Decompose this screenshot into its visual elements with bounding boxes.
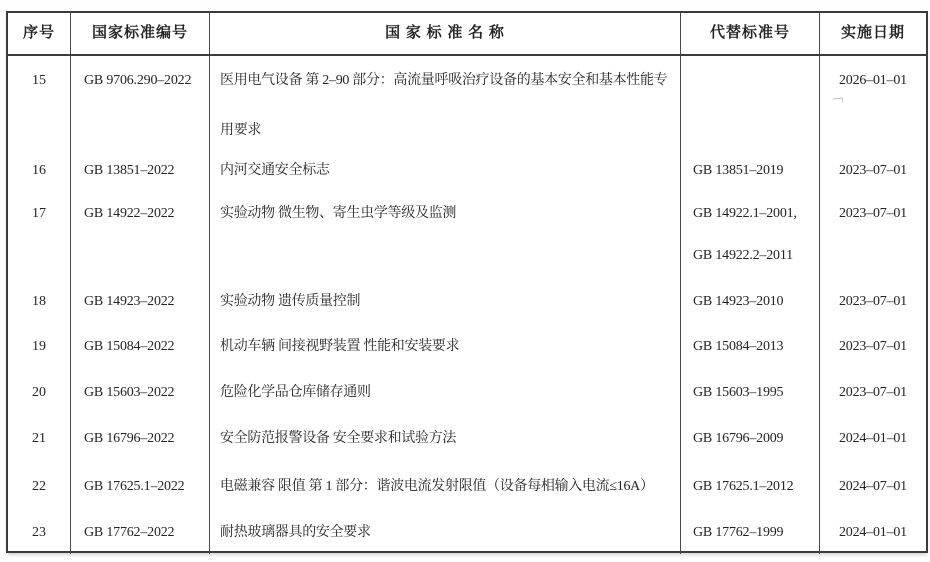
- standard-code: GB 14922–2022: [84, 206, 175, 221]
- implementation-date-cell: [819, 324, 926, 370]
- standards-table: [6, 11, 928, 553]
- replaced-standard-line: GB 16796–2009: [693, 431, 784, 446]
- replaced-standard-line: GB 15603–1995: [693, 385, 784, 400]
- serial-number: 18: [32, 294, 46, 309]
- replaced-standard-cell: [680, 56, 819, 148]
- standard-name-line: 实验动物 遗传质量控制: [220, 294, 361, 309]
- implementation-date: 2024–01–01: [838, 431, 907, 446]
- serial-number-cell: [8, 56, 70, 148]
- implementation-date: 2023–07–01: [838, 294, 907, 309]
- implementation-date: 2026–01–01: [838, 73, 907, 88]
- standard-code: GB 15084–2022: [84, 339, 175, 354]
- serial-number: 21: [32, 431, 46, 446]
- table-row: [8, 148, 926, 193]
- replaced-standard-line: GB 13851–2019: [693, 163, 784, 178]
- table-row: [8, 416, 926, 464]
- standard-name-cell: [209, 510, 680, 554]
- standard-name-cell: [209, 370, 680, 416]
- standard-name-cell: [209, 148, 680, 193]
- replaced-standard-line: GB 14922.1–2001,: [693, 206, 797, 221]
- serial-number: 20: [32, 385, 46, 400]
- standard-name-line: 安全防范报警设备 安全要求和试验方法: [220, 431, 457, 446]
- replaced-standard-line: GB 14923–2010: [693, 294, 784, 309]
- serial-number-cell: [8, 370, 70, 416]
- implementation-date: 2023–07–01: [838, 163, 907, 178]
- serial-number-cell: [8, 510, 70, 554]
- standard-code: GB 14923–2022: [84, 294, 175, 309]
- table-row: [8, 464, 926, 510]
- serial-number-cell: [8, 464, 70, 510]
- implementation-date-cell: [819, 193, 926, 279]
- serial-number: 15: [32, 73, 46, 88]
- table-row: [8, 193, 926, 279]
- implementation-date: 2023–07–01: [838, 206, 907, 221]
- standard-name-line: 实验动物 微生物、寄生虫学等级及监测: [220, 206, 457, 221]
- replaced-standard-cell: [680, 148, 819, 193]
- standard-code: GB 16796–2022: [84, 431, 175, 446]
- standard-code: GB 9706.290–2022: [84, 73, 192, 88]
- standard-code-cell: [70, 416, 209, 464]
- table-body: [8, 56, 926, 554]
- implementation-date-cell: [819, 416, 926, 464]
- serial-number: 17: [32, 206, 46, 221]
- standard-name-line: 电磁兼容 限值 第 1 部分：谐波电流发射限值（设备每相输入电流≤16A）: [220, 479, 654, 494]
- replaced-standard-cell: [680, 370, 819, 416]
- table-row: [8, 279, 926, 324]
- implementation-date-cell: [819, 464, 926, 510]
- serial-number: 22: [32, 479, 46, 494]
- serial-number-cell: [8, 193, 70, 279]
- standard-code-cell: [70, 279, 209, 324]
- standard-name-line: 内河交通安全标志: [220, 163, 330, 178]
- scan-artifact-mark: [833, 97, 843, 103]
- implementation-date-cell: [819, 148, 926, 193]
- implementation-date-cell: [819, 370, 926, 416]
- standard-name-cell: [209, 56, 680, 148]
- table-header-row: [8, 13, 926, 56]
- standard-code-cell: [70, 324, 209, 370]
- standard-code: GB 17625.1–2022: [84, 479, 185, 494]
- standard-code-cell: [70, 193, 209, 279]
- standard-code: GB 15603–2022: [84, 385, 175, 400]
- table-row: [8, 510, 926, 554]
- replaced-standard-cell: [680, 279, 819, 324]
- standard-name-line: 危险化学品仓库储存通则: [220, 385, 371, 400]
- header-replaced-standard: 代替标准号: [680, 13, 819, 54]
- replaced-standard-cell: [680, 324, 819, 370]
- header-serial-number: 序号: [22, 25, 55, 41]
- standard-code: GB 17762–2022: [84, 525, 175, 540]
- serial-number: 23: [32, 525, 46, 540]
- standard-name-line: 医用电气设备 第 2–90 部分：高流量呼吸治疗设备的基本安全和基本性能专: [220, 73, 668, 88]
- replaced-standard-line: GB 17762–1999: [693, 525, 784, 540]
- implementation-date-cell: [819, 510, 926, 554]
- implementation-date: 2023–07–01: [838, 385, 907, 400]
- replaced-standard-cell: [680, 510, 819, 554]
- header-standard-name: 国 家 标 准 名 称: [209, 13, 680, 54]
- standard-name-cell: [209, 193, 680, 279]
- replaced-standard-cell: [680, 464, 819, 510]
- standard-name-cell: [209, 464, 680, 510]
- standard-name-cell: [209, 279, 680, 324]
- header-standard-code: 国家标准编号: [70, 13, 209, 54]
- table-row: [8, 324, 926, 370]
- standard-name-cell: [209, 416, 680, 464]
- replaced-standard-line: GB 15084–2013: [693, 339, 784, 354]
- standard-code-cell: [70, 510, 209, 554]
- implementation-date: 2024–01–01: [838, 525, 907, 540]
- standard-code-cell: [70, 148, 209, 193]
- serial-number-cell: [8, 416, 70, 464]
- standard-code-cell: [70, 56, 209, 148]
- header-implementation-date: 实施日期: [819, 13, 926, 54]
- standard-name-line: 用要求: [220, 123, 262, 138]
- standard-name-line: 机动车辆 间接视野装置 性能和安装要求: [220, 339, 460, 354]
- table-row: [8, 56, 926, 148]
- implementation-date-cell: [819, 279, 926, 324]
- table-row: [8, 370, 926, 416]
- standard-name-cell: [209, 324, 680, 370]
- replaced-standard-cell: [680, 193, 819, 279]
- standard-name-line: 耐热玻璃器具的安全要求: [220, 525, 371, 540]
- serial-number-cell: [8, 324, 70, 370]
- serial-number-cell: [8, 279, 70, 324]
- serial-number-cell: [8, 148, 70, 193]
- replaced-standard-cell: [680, 416, 819, 464]
- standard-code-cell: [70, 464, 209, 510]
- serial-number: 19: [32, 339, 46, 354]
- implementation-date: 2023–07–01: [838, 339, 907, 354]
- replaced-standard-line: GB 14922.2–2011: [693, 248, 793, 263]
- standard-code: GB 13851–2022: [84, 163, 175, 178]
- standard-code-cell: [70, 370, 209, 416]
- implementation-date: 2024–07–01: [838, 479, 907, 494]
- replaced-standard-line: GB 17625.1–2012: [693, 479, 794, 494]
- serial-number: 16: [32, 163, 46, 178]
